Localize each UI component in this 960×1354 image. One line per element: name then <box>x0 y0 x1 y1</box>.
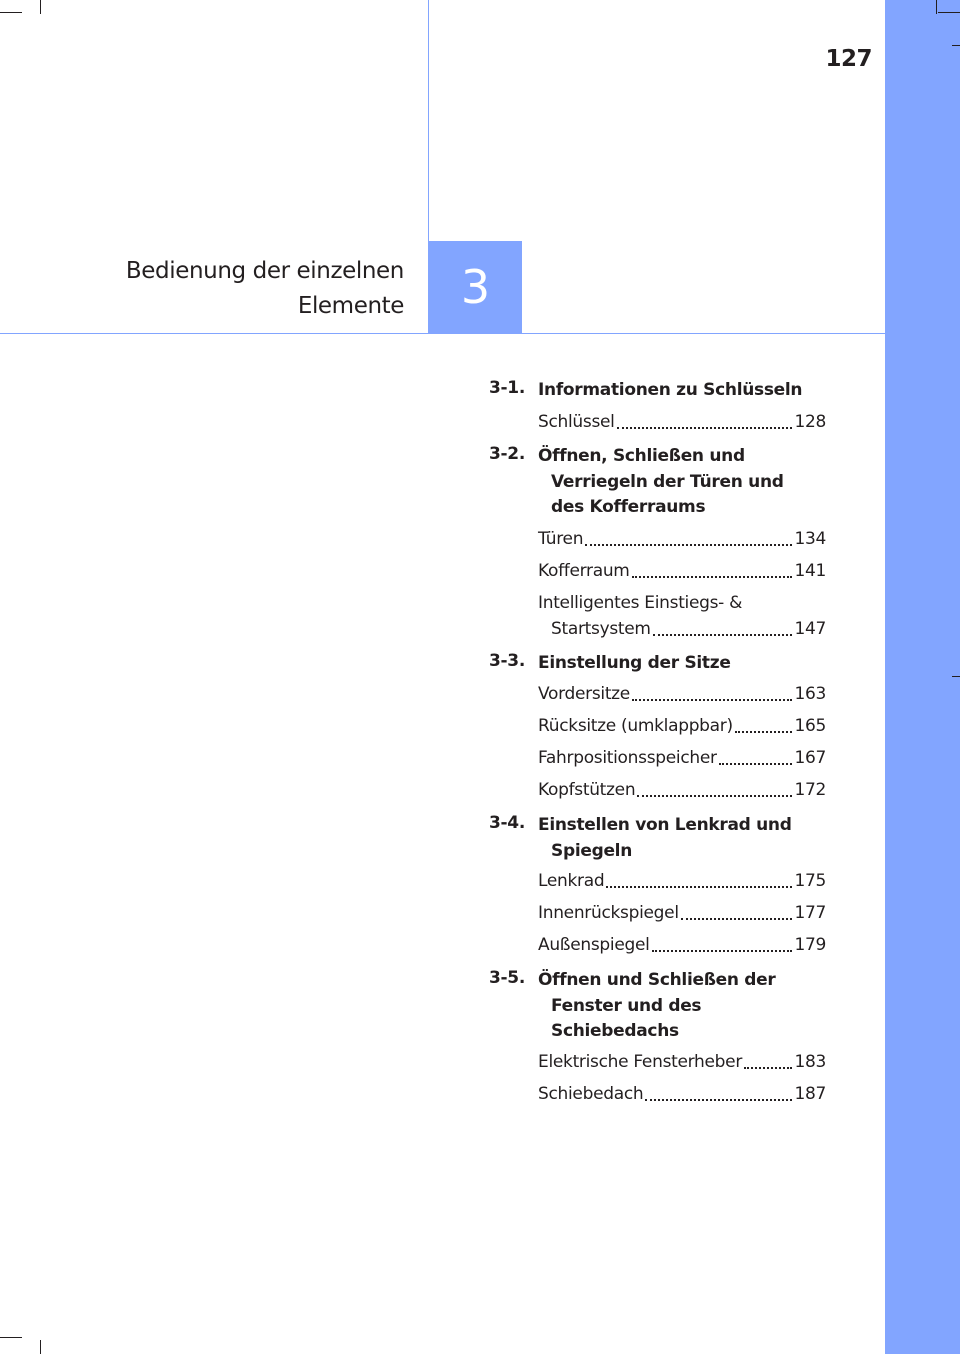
dot-leader <box>645 1099 792 1101</box>
toc-entry-page: 141 <box>794 561 826 581</box>
section-number: 3-2. <box>489 444 525 464</box>
crop-mark <box>0 1337 22 1338</box>
crop-mark <box>952 676 960 677</box>
toc-entry-label: Startsystem <box>551 618 651 639</box>
dot-leader <box>606 886 792 888</box>
toc-entry-label: Vordersitze <box>538 684 630 704</box>
toc-entry-page: 179 <box>794 935 826 955</box>
section-number: 3-5. <box>489 968 525 988</box>
toc-entry[interactable] <box>538 778 826 803</box>
section-title[interactable] <box>538 378 802 404</box>
section-title-line: des Kofferraums <box>551 497 706 517</box>
dot-leader <box>681 918 793 920</box>
toc-entry-page: 147 <box>794 618 826 639</box>
section-title-line: Verriegeln der Türen und <box>551 471 784 492</box>
dot-leader <box>637 795 792 797</box>
toc-entry-label: Schiebedach <box>538 1084 644 1104</box>
crop-mark <box>40 1340 41 1354</box>
toc-entry-page: 187 <box>794 1084 826 1104</box>
section-title-line: Einstellen von Lenkrad und <box>538 815 792 835</box>
toc-entry-page: 183 <box>794 1052 826 1072</box>
crop-mark <box>0 12 22 13</box>
section-number: 3-3. <box>489 651 525 671</box>
section-title-line: Schiebedachs <box>551 1021 679 1041</box>
toc-entry-label: Türen <box>538 529 584 549</box>
toc-entry-page: 163 <box>794 684 826 704</box>
toc-entry-label: Kofferraum <box>538 561 630 581</box>
dot-leader <box>719 763 793 765</box>
toc-entry-page: 165 <box>794 716 826 736</box>
toc-entry[interactable] <box>538 1082 826 1107</box>
toc-entry-page: 134 <box>794 529 826 549</box>
crop-mark <box>936 0 937 14</box>
toc-entry[interactable] <box>538 1050 826 1075</box>
section-title-line: Informationen zu Schlüsseln <box>538 380 803 400</box>
section-title-line: Öffnen, Schließen und <box>538 446 745 466</box>
toc-entry-label: Kopfstützen <box>538 780 636 800</box>
toc-entry-page: 175 <box>794 871 826 891</box>
toc-entry[interactable] <box>538 527 826 552</box>
toc-entry[interactable] <box>538 933 826 958</box>
chapter-title-line2: Elemente <box>297 293 404 319</box>
section-title-line: Spiegeln <box>551 840 632 861</box>
toc-entry-label: Innenrückspiegel <box>538 903 679 923</box>
toc-entry-label-line1: Intelligentes Einstiegs- & <box>538 593 743 613</box>
dot-leader <box>632 576 793 578</box>
chapter-title-line1: Bedienung der einzelnen <box>125 258 404 284</box>
section-title[interactable] <box>538 813 792 864</box>
chapter-number: 3 <box>460 260 491 314</box>
section-title[interactable] <box>538 444 784 521</box>
toc-entry-page: 172 <box>794 780 826 800</box>
section-number: 3-1. <box>489 378 525 398</box>
section-number: 3-4. <box>489 813 525 833</box>
toc-entry-label: Fahrpositionsspeicher <box>538 748 717 768</box>
crop-mark <box>40 0 41 14</box>
section-title-line: Öffnen und Schließen der <box>538 970 776 990</box>
toc-entry[interactable] <box>538 901 826 926</box>
toc-entry[interactable] <box>538 746 826 771</box>
section-title-line: Fenster und des <box>551 995 702 1016</box>
toc-entry[interactable] <box>538 559 826 584</box>
dot-leader <box>735 731 793 733</box>
toc-entry[interactable] <box>538 869 826 894</box>
section-title[interactable] <box>538 651 731 677</box>
toc-entry-page: 167 <box>794 748 826 768</box>
toc-entry-page: 128 <box>794 412 826 432</box>
toc-entry-label: Außenspiegel <box>538 935 650 955</box>
toc-entry-label: Rücksitze (umklappbar) <box>538 716 733 736</box>
dot-leader <box>652 950 793 952</box>
section-title-line: Einstellung der Sitze <box>538 653 731 673</box>
toc-entry[interactable] <box>538 591 826 642</box>
toc-entry-label: Elektrische Fensterheber <box>538 1052 743 1072</box>
dot-leader <box>632 699 792 701</box>
page-number: 127 <box>825 46 872 72</box>
toc-entry[interactable] <box>538 682 826 707</box>
section-title[interactable] <box>538 968 775 1045</box>
toc-entry-label: Lenkrad <box>538 871 605 891</box>
dot-leader <box>617 427 793 429</box>
toc-entry[interactable] <box>538 410 826 435</box>
dot-leader <box>653 634 793 636</box>
toc-entry[interactable] <box>538 714 826 739</box>
toc-entry-label: Schlüssel <box>538 412 615 432</box>
dot-leader <box>744 1067 792 1069</box>
crop-mark <box>952 45 960 46</box>
toc-entry-page: 177 <box>794 903 826 923</box>
dot-leader <box>585 544 792 546</box>
crop-mark <box>938 12 960 13</box>
